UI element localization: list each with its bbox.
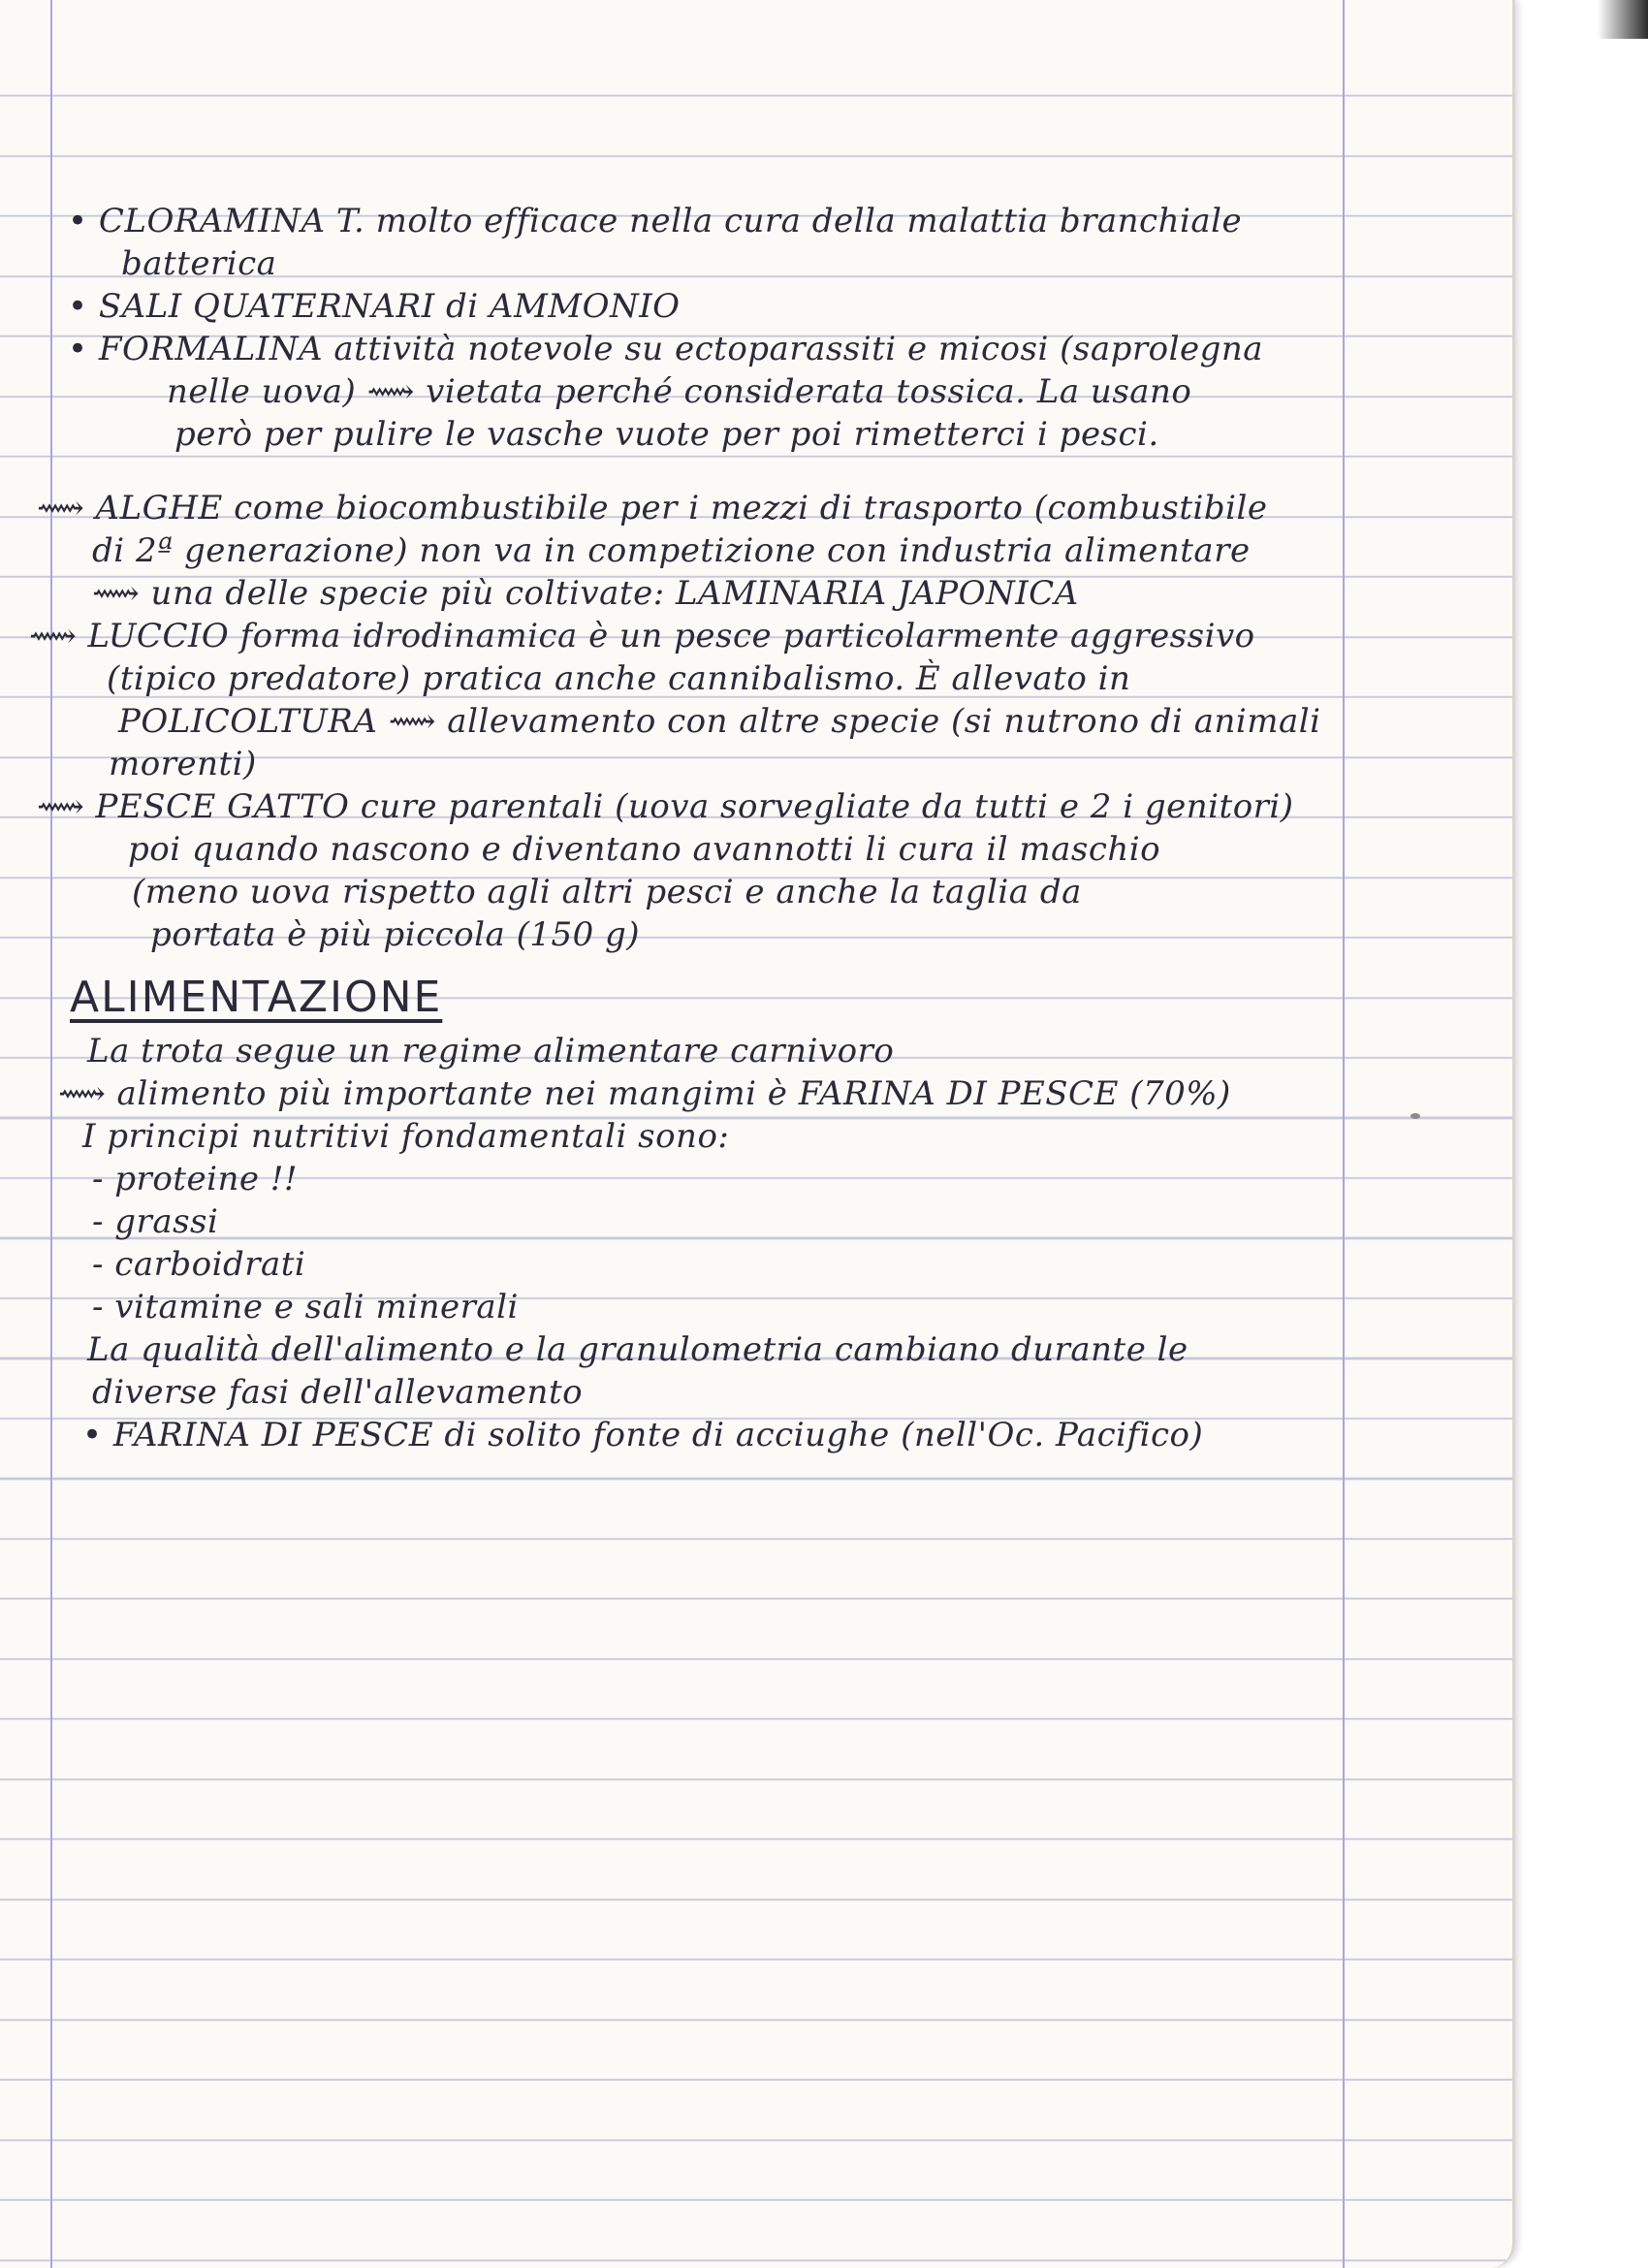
note-line: - vitamine e sali minerali (92, 1288, 519, 1326)
note-line: ⟿ una delle specie più coltivate: LAMINARIA JAPONICA (92, 574, 1079, 613)
note-line: ⟿ LUCCIO forma idrodinamica è un pesce particolarmente aggressivo (29, 617, 1255, 655)
note-line: - grassi (92, 1202, 219, 1241)
note-line: di 2ª generazione) non va in competizione con industria alimentare (92, 531, 1251, 570)
note-line: diverse fasi dell'allevamento (92, 1373, 584, 1412)
note-line: • SALI QUATERNARI di AMMONIO (68, 287, 681, 326)
note-line: La qualità dell'alimento e la granulometria cambiano durante le (87, 1330, 1188, 1369)
scan-edge-shadow (1598, 0, 1648, 39)
note-line: ⟿ ALGHE come biocombustibile per i mezzi di trasporto (combustibile (37, 489, 1268, 527)
note-line: ⟿ alimento più importante nei mangimi è FARINA DI PESCE (70%) (58, 1074, 1231, 1113)
note-line: portata è più piccola (150 g) (150, 915, 641, 954)
left-margin-line (50, 0, 52, 2268)
note-line: • CLORAMINA T. molto efficace nella cura della malattia branchiale (68, 202, 1243, 240)
note-line: I principi nutritivi fondamentali sono: (82, 1117, 730, 1156)
right-margin-line (1343, 0, 1345, 2268)
note-line: nelle uova) ⟿ vietata perché considerata tossica. La usano (167, 372, 1192, 411)
note-line: (meno uova rispetto agli altri pesci e anche la taglia da (132, 873, 1082, 911)
note-line: morenti) (109, 745, 257, 783)
section-heading: ALIMENTAZIONE (70, 973, 443, 1022)
note-line: POLICOLTURA ⟿ allevamento con altre specie (si nutrono di animali (118, 702, 1321, 741)
note-line: (tipico predatore) pratica anche cannibalismo. È allevato in (107, 659, 1131, 698)
note-line: - carboidrati (92, 1245, 306, 1284)
note-line: • FORMALINA attività notevole su ectoparassiti e micosi (saprolegna (68, 330, 1264, 368)
note-line: La trota segue un regime alimentare carnivoro (87, 1032, 895, 1070)
note-line: ⟿ PESCE GATTO cure parentali (uova sorvegliate da tutti e 2 i genitori) (37, 787, 1294, 826)
note-line: • FARINA DI PESCE di solito fonte di acciughe (nell'Oc. Pacifico) (82, 1416, 1204, 1454)
note-line: poi quando nascono e diventano avannotti li cura il maschio (128, 830, 1161, 869)
note-line: batterica (121, 244, 277, 283)
note-line: - proteine !! (92, 1160, 299, 1198)
note-line: però per pulire le vasche vuote per poi rimetterci i pesci. (174, 415, 1159, 454)
ink-dot (1410, 1113, 1420, 1119)
